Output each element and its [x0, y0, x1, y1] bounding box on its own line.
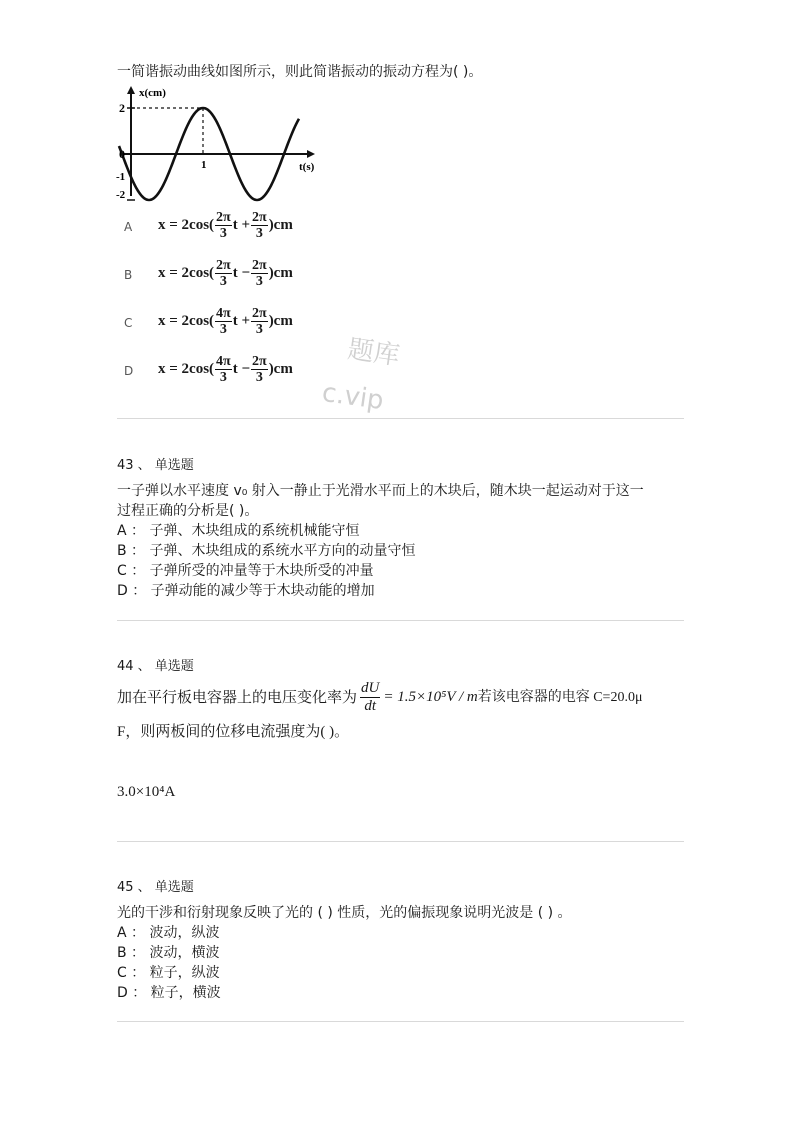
q42-stem: 一简谐振动曲线如图所示，则此简谐振动的振动方程为( )。 — [117, 64, 483, 80]
tick-label-t1: 1 — [201, 159, 207, 171]
x-axis-arrow — [307, 150, 315, 158]
divider — [117, 620, 684, 621]
watermark-text-1: 题库 — [345, 334, 402, 372]
divider — [117, 1021, 684, 1022]
q45-header: 45 、 单选题 — [117, 880, 194, 895]
tick-label-neg1: -1 — [116, 171, 126, 183]
option-letter: D — [124, 364, 134, 378]
option-letter: A — [124, 220, 133, 234]
q43-option-d[interactable]: D ： 子弹动能的减少等于木块动能的增加 — [117, 583, 375, 599]
q43-stem-line1: 一子弹以水平速度 v₀ 射入一静止于光滑水平而上的木块后，随木块一起运动对于这一 — [117, 483, 644, 499]
q44-stem-line2: F，则两板间的位移电流强度为( )。 — [117, 724, 350, 740]
tick-label-neg2: -2 — [116, 189, 126, 201]
y-axis-arrow — [127, 86, 135, 94]
q43-stem-line2: 过程正确的分析是( )。 — [117, 503, 259, 519]
x-axis-label: t(s) — [299, 161, 315, 173]
y-axis-label: x(cm) — [139, 87, 166, 99]
q44-header: 44 、 单选题 — [117, 659, 194, 674]
oscillation-graph — [115, 84, 325, 202]
divider — [117, 841, 684, 842]
q45-option-a[interactable]: A ： 波动，纵波 — [117, 925, 220, 941]
q45-option-b[interactable]: B ： 波动，横波 — [117, 945, 220, 961]
q45-option-c[interactable]: C ： 粒子，纵波 — [117, 965, 220, 981]
tick-label-2: 2 — [119, 101, 125, 115]
divider — [117, 418, 684, 419]
q44-stem-line1: 加在平行板电容器上的电压变化率为 $\frac{dU}{dt}$ = 1.5×10⁵V / m 若该电容器的电容 C=20.0μ — [117, 680, 643, 714]
q44-answer[interactable]: 3.0×10⁴A — [117, 784, 176, 800]
q45-option-d[interactable]: D ： 粒子，横波 — [117, 985, 221, 1001]
q43-option-a[interactable]: A ： 子弹、木块组成的系统机械能守恒 — [117, 523, 360, 539]
option-letter: C — [124, 316, 133, 330]
tick-label-0: 0 — [119, 147, 125, 161]
q43-option-b[interactable]: B ： 子弹、木块组成的系统水平方向的动量守恒 — [117, 543, 416, 559]
option-letter: B — [124, 268, 133, 282]
q43-header: 43 、 单选题 — [117, 458, 194, 473]
q43-option-c[interactable]: C ： 子弹所受的冲量等于木块所受的冲量 — [117, 563, 374, 579]
q45-stem: 光的干涉和衍射现象反映了光的 ( ) 性质，光的偏振现象说明光波是 ( ) 。 — [117, 905, 572, 921]
watermark-text-2: c.vip — [320, 377, 386, 417]
